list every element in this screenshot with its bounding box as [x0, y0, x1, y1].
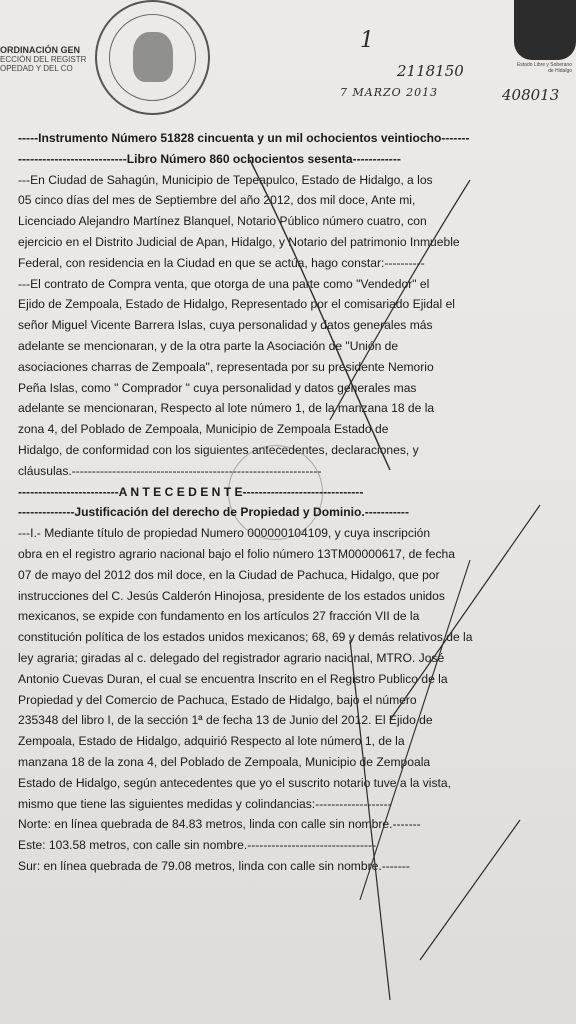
text-line: 235348 del libro I, de la sección 1ª de fecha 13 de Junio del 2012. El Ejido de [18, 713, 433, 728]
text-line: asociaciones charras de Zempoala", representada por su presidente Nemorio [18, 359, 434, 374]
notary-seal [95, 0, 210, 115]
text-line: cláusulas.-------------------------------------------------------------- [18, 463, 322, 478]
text-line: ---En Ciudad de Sahagún, Municipio de Tepeapulco, Estado de Hidalgo, a los [18, 172, 433, 187]
text-line: Propiedad y del Comercio de Pachuca, Estado de Hidalgo, bajo el número [18, 692, 417, 707]
text-line: manzana 18 de la zona 4, del Poblado de Zempoala, Municipio de Zempoala [18, 754, 431, 769]
text-line: Federal, con residencia en la Ciudad en que se actúa, hago constar:---------- [18, 255, 425, 270]
state-crest-icon [514, 0, 576, 60]
text-line: Zempoala, Estado de Hidalgo, adquirió Respecto al lote número 1, de la [18, 734, 405, 749]
text-line: zona 4, del Poblado de Zempoala, Municipio de Zempoala Estado de [18, 422, 389, 437]
text-line: adelante se mencionaran, y de la otra parte la Asociación de "Unión de [18, 338, 399, 353]
issuer-header [0, 46, 86, 73]
text-line: Licenciado Alejandro Martínez Blanquel, Notario Público número cuatro, con [18, 214, 427, 229]
issuer-subtitle-1: ECCIÓN DEL REGISTR [0, 55, 87, 64]
text-line: ley agraria; giradas al c. delegado del registrador agrario nacional, MTRO. José [18, 650, 445, 665]
document-body [18, 128, 566, 877]
text-line: Sur: en línea quebrada de 79.08 metros, linda con calle sin nombre.------- [18, 858, 410, 873]
text-line: Este: 103.58 metros, con calle sin nombre.-------------------------------- [18, 838, 377, 853]
text-line: ejercicio en el Distrito Judicial de Apan, Hidalgo, y Notario del patrimonio Inmueble [18, 234, 460, 249]
issuer-subtitle-2: OPEDAD Y DEL CO [0, 64, 73, 73]
text-line: obra en el registro agrario nacional bajo el folio número 13TM00000617, de fecha [18, 546, 455, 561]
text-line: instrucciones del C. Jesús Calderón Hinojosa, presidente de los estados unidos [18, 588, 445, 603]
handwritten-code: 408013 [502, 86, 560, 104]
text-line: -------------------------A N T E C E D E N T E------------------------------ [18, 484, 364, 499]
text-line: ---------------------------Libro Número 860 ochocientos sesenta------------ [18, 151, 401, 166]
handwritten-mark: 1 [360, 28, 374, 53]
text-line: Ejido de Zempoala, Estado de Hidalgo, Representado por el comisariado Ejidal el [18, 297, 455, 312]
crest-label: Estado Libre y Soberano de Hidalgo [516, 62, 572, 74]
issuer-title: ORDINACIÓN GEN [0, 45, 81, 55]
text-line: mismo que tiene las siguientes medidas y colindancias:------------------- [18, 796, 392, 811]
text-line: Norte: en línea quebrada de 84.83 metros, linda con calle sin nombre.------- [18, 817, 421, 832]
text-line: Antonio Cuevas Duran, el cual se encuentra Inscrito en el Registro Publico de la [18, 671, 448, 686]
text-line: ---El contrato de Compra venta, que otorga de una parte como "Vendedor" el [18, 276, 430, 291]
handwritten-number: 2118150 [397, 62, 464, 80]
text-line: Estado de Hidalgo, según antecedentes que yo el suscrito notario tuve a la vista, [18, 775, 451, 790]
handwritten-date: 7 MARZO 2013 [340, 86, 439, 99]
text-line: ---I.- Mediante título de propiedad Numero 000000104109, y cuya inscripción [18, 526, 431, 541]
text-line: constitución política de los estados unidos mexicanos; 68, 69 y demás relativos de la [18, 630, 473, 645]
text-line: Hidalgo, de conformidad con los siguientes antecedentes, declaraciones, y [18, 442, 419, 457]
text-line: mexicanos, se expide con fundamento en los artículos 27 fracción VII de la [18, 609, 420, 624]
text-line: señor Miguel Vicente Barrera Islas, cuya personalidad y datos generales más [18, 318, 433, 333]
text-line: adelante se mencionaran, Respecto al lote número 1, de la manzana 18 de la [18, 401, 435, 416]
seal-emblem-icon [133, 32, 173, 82]
text-line: 07 de mayo del 2012 dos mil doce, en la Ciudad de Pachuca, Hidalgo, que por [18, 567, 440, 582]
text-line: Peña Islas, como " Comprador " cuya personalidad y datos generales mas [18, 380, 417, 395]
text-line: --------------Justificación del derecho de Propiedad y Dominio.----------- [18, 505, 409, 520]
text-line: 05 cinco días del mes de Septiembre del año 2012, dos mil doce, Ante mi, [18, 193, 416, 208]
text-line: -----Instrumento Número 51828 cincuenta y un mil ochocientos veintiocho------- [18, 131, 470, 145]
